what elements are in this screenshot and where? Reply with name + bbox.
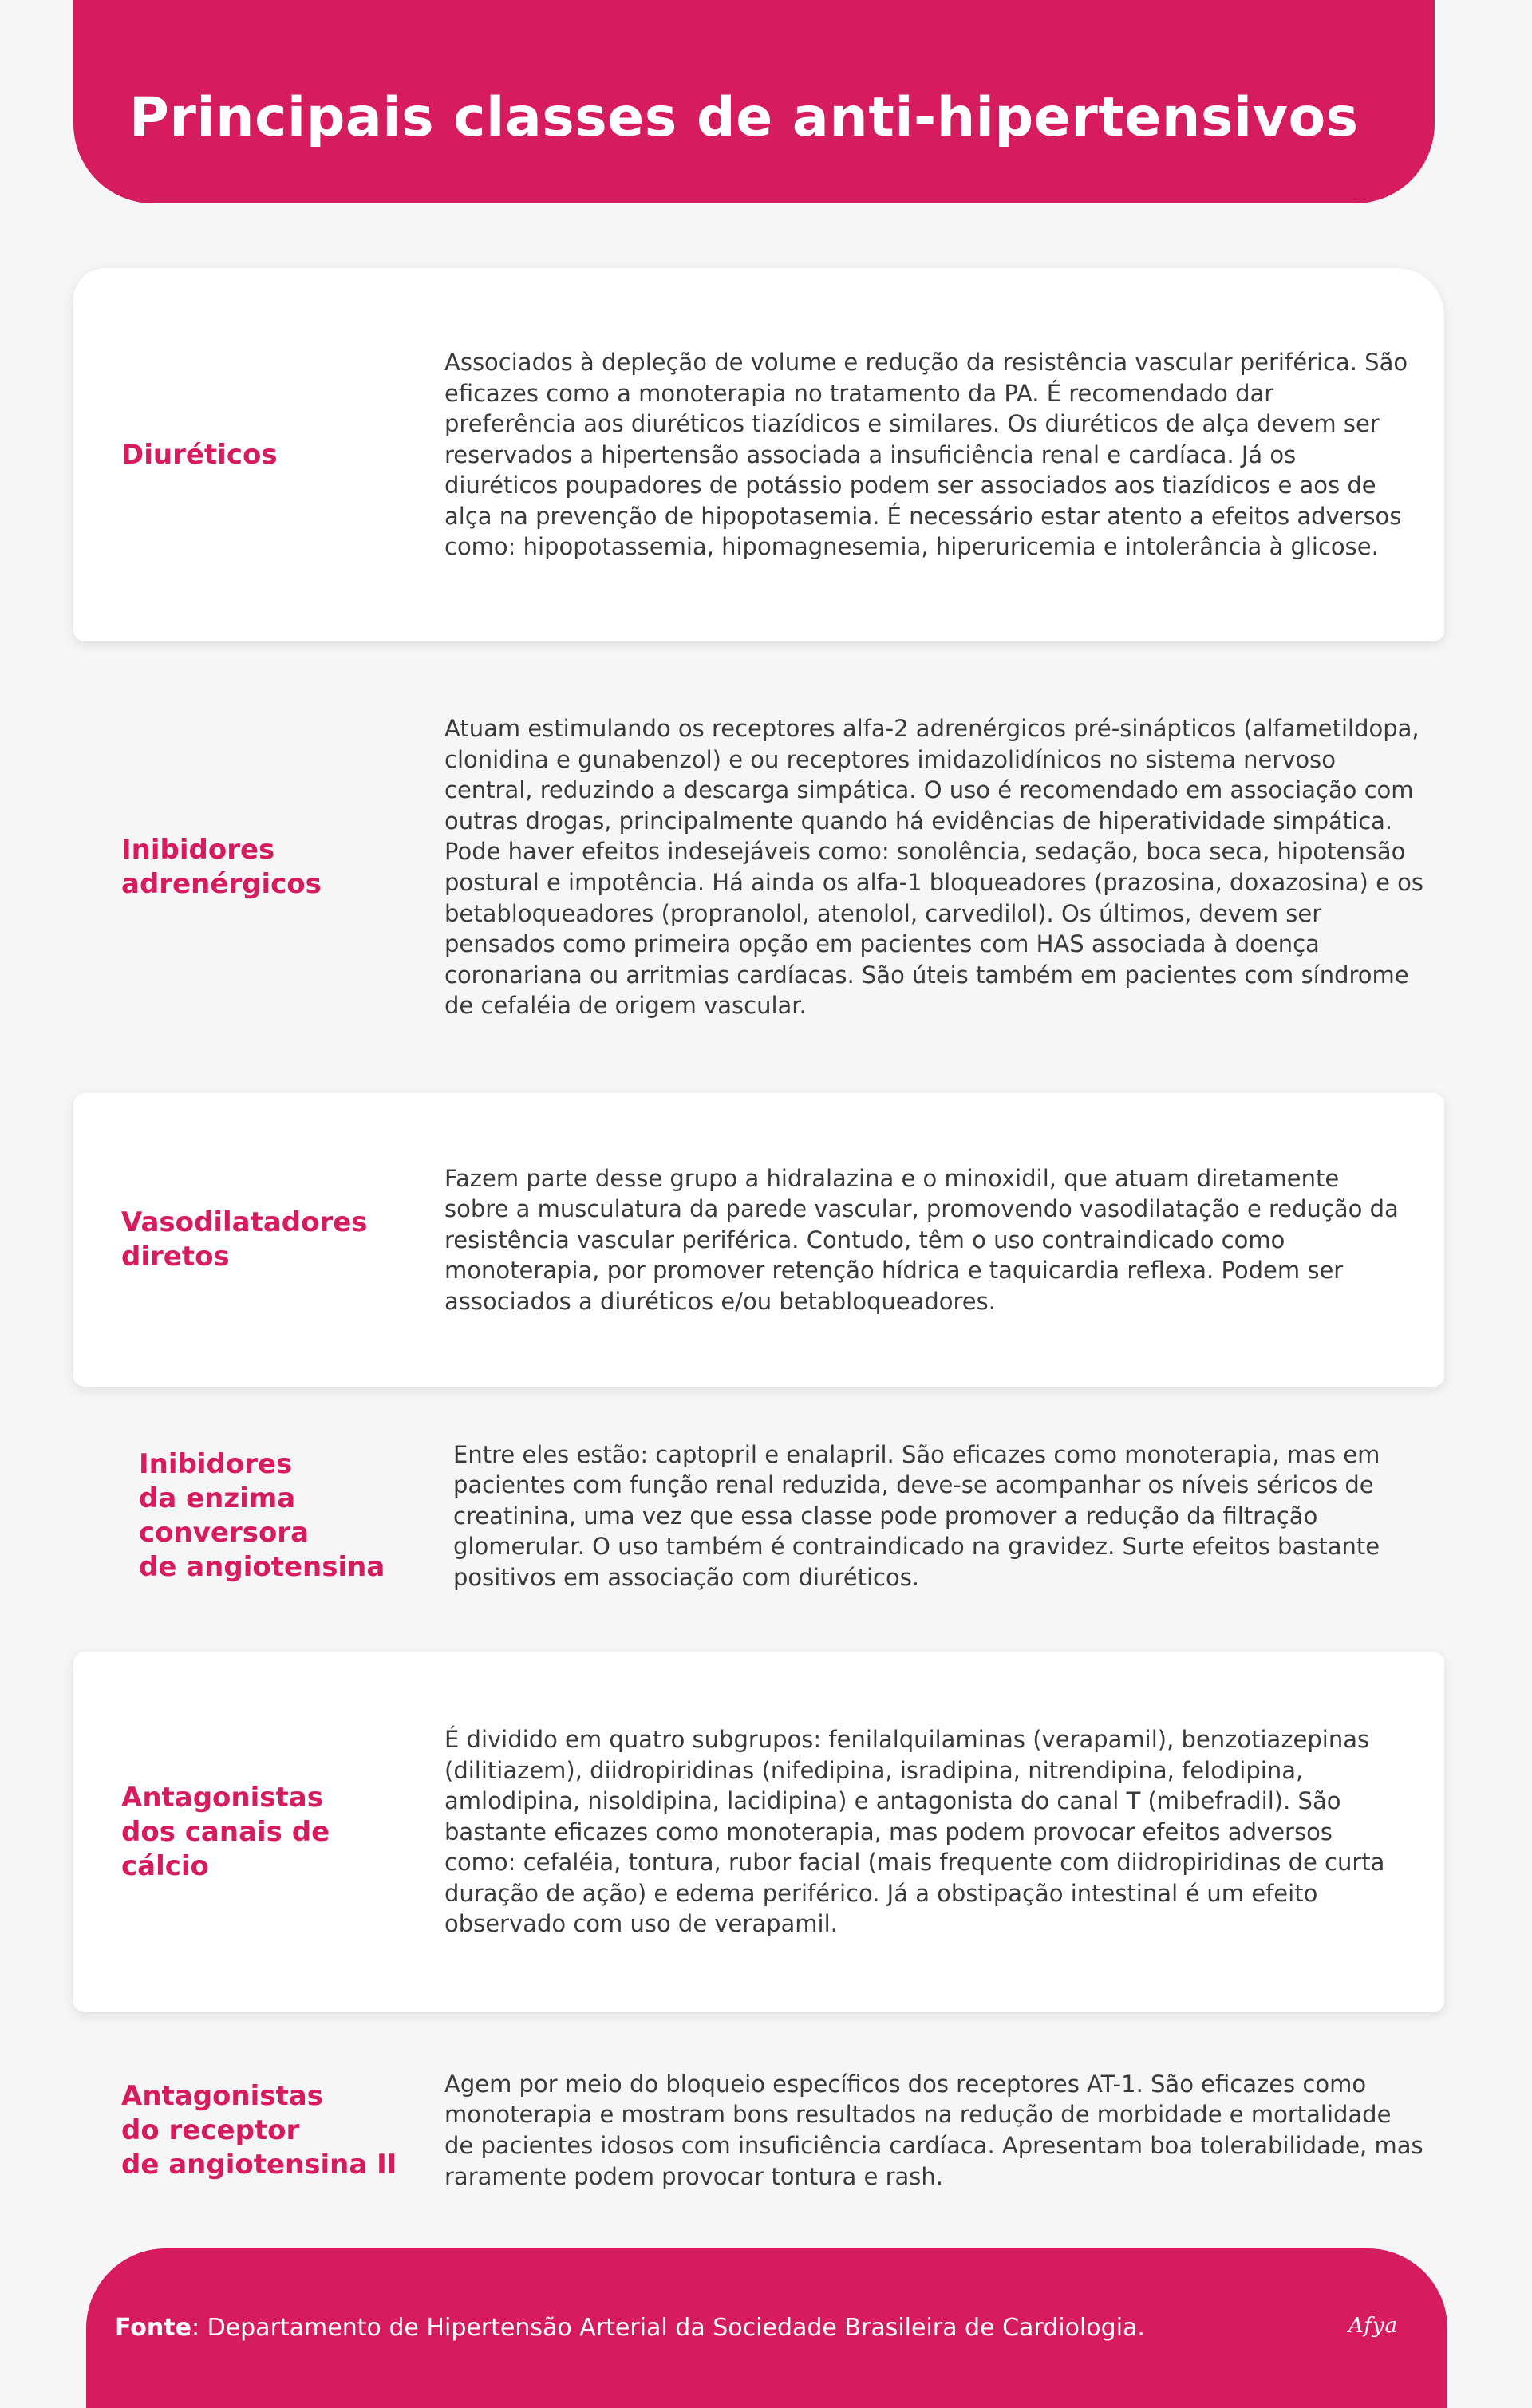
source-label: Fonte: [115, 2314, 192, 2342]
section-title: Inibidores adrenérgicos: [121, 834, 322, 900]
section-description-text: Associados à depleção de volume e redução da resistência vascular periférica. São eficazes como a monoterapia no tratamento da PA. É recomendado dar preferência aos diuréticos tiazídicos e similares. Os diuréticos de alça devem ser reservados a hipertensão associada a insuficiência renal e cardíaca. Já os diuréticos poupadores de potássio podem ser associados aos tiazídicos e aos de alça na prevenção de hipopotasemia. É necessário estar atento a efeitos adversos como: hipopotassemia, hipomagnesemia, hiperuricemia e intolerância à glicose.: [444, 348, 1408, 561]
section-description: [453, 1420, 1419, 1612]
section-title: Diuréticos: [121, 438, 278, 471]
section-description: [444, 680, 1426, 1055]
section-description-text: É dividido em quatro subgrupos: fenilalquilaminas (verapamil), benzotiazepinas (dilitiazem), diidropiridinas (nifedipina, isradipina, nitrendipina, felodipina, amlodipina, nisoldipina, lacidipina) e antagonista do canal T (mibefradil). São bastante eficazes como monoterapia, mas podem provocar efeitos adversos como: cefaléia, tontura, rubor facial (mais frequente com diidropiridinas de curta duração de ação) e edema periférico. Já a obstipação intestinal é um efeito observado com uso de verapamil.: [444, 1725, 1385, 1938]
header-banner: [73, 0, 1435, 203]
source-citation: [115, 2314, 1145, 2342]
section-description: [444, 2051, 1426, 2210]
section-title: Antagonistas do receptor de angiotensina II: [121, 2079, 397, 2181]
page-title: Principais classes de anti-hipertensivos: [129, 86, 1359, 149]
section-title: Vasodilatadores diretos: [121, 1206, 368, 1273]
section-description-text: Atuam estimulando os receptores alfa-2 adrenérgicos pré-sinápticos (alfametildopa, clonidina e gunabenzol) e ou receptores imidazolidínicos no sistema nervoso central, reduzindo a descarga simpática. O uso é recomendado em associação com outras drogas, principalmente quando há evidências de hiperatividade simpática. Pode haver efeitos indesejáveis como: sonolência, sedação, boca seca, hipotensão postural e impotência. Há ainda os alfa-1 bloqueadores (prazosina, doxazosina) e os betabloqueadores (propranolol, atenolol, carvedilol). Os últimos, devem ser pensados como primeira opção em pacientes com HAS associada à doença coronariana ou arritmias cardíacas. São úteis também em pacientes com síndrome de cefaléia de origem vascular.: [444, 715, 1423, 1020]
section-inibidores-adrenergicos: [73, 680, 1444, 1055]
section-description-text: Agem por meio do bloqueio específicos dos receptores AT-1. São eficazes como monoterapia e mostram bons resultados na redução de morbidade e mortalidade de pacientes idosos com insuficiência cardíaca. Apresentam boa tolerabilidade, mas raramente podem provocar tontura e rash.: [444, 2070, 1423, 2190]
section-description: [444, 1652, 1410, 2012]
section-description-text: Fazem parte desse grupo a hidralazina e o minoxidil, que atuam diretamente sobre a musculatura da parede vascular, promovendo vasodilatação e redução da resistência vascular periférica. Contudo, têm o uso contraindicado como monoterapia, por promover retenção hídrica e taquicardia reflexa. Podem ser associados a diuréticos e/ou betabloqueadores.: [444, 1164, 1399, 1315]
source-text: : Departamento de Hipertensão Arterial da Sociedade Brasileira de Cardiologia.: [191, 2314, 1145, 2342]
footer-banner: [86, 2248, 1447, 2408]
section-vasodilatadores-diretos: [73, 1093, 1444, 1387]
section-description: [444, 1093, 1410, 1387]
section-description-text: Entre eles estão: captopril e enalapril. São eficazes como monoterapia, mas em pacientes com função renal reduzida, deve-se acompanhar os níveis séricos de creatinina, uma vez que essa classe pode promover a redução da filtração glomerular. O uso também é contraindicado na gravidez. Surte efeitos bastante positivos em associação com diuréticos.: [453, 1440, 1380, 1591]
section-title: Inibidores da enzima conversora de angiotensina: [139, 1448, 385, 1583]
section-antagonistas-canais-calcio: [73, 1652, 1444, 2012]
section-title: Antagonistas dos canais de cálcio: [121, 1781, 330, 1882]
section-antagonistas-receptor-angiotensina: [73, 2051, 1444, 2210]
section-inibidores-eca: [73, 1420, 1444, 1612]
section-diureticos: [73, 268, 1444, 641]
section-description: [444, 268, 1410, 641]
afya-logo: Afya: [1348, 2314, 1399, 2338]
